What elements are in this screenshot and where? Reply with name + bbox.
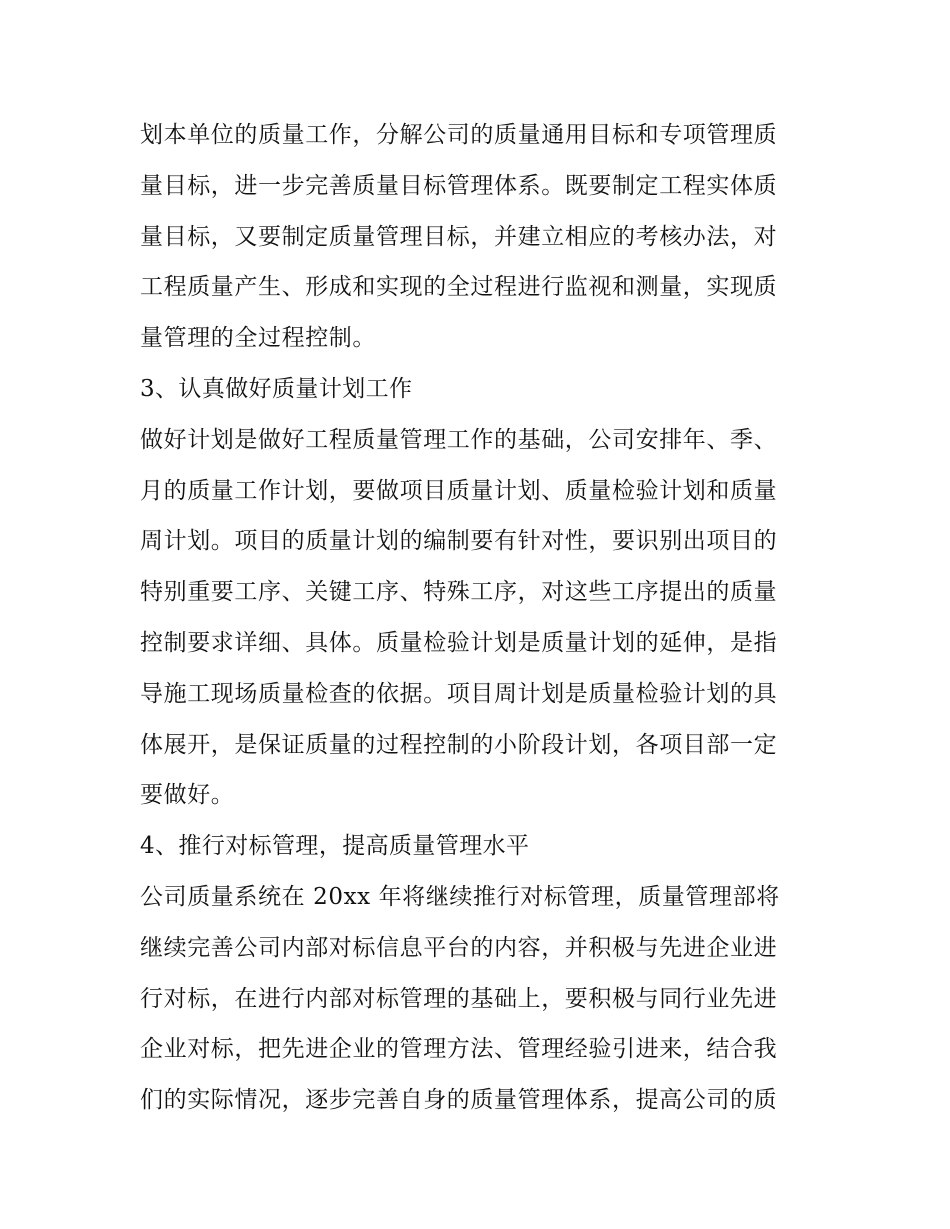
text-line: 行对标，在进行内部对标管理的基础上，要积极与同行业先进 — [140, 985, 778, 1012]
text-line: 体展开，是保证质量的过程控制的小阶段计划，各项目部一定 — [140, 731, 778, 758]
text-line: 做好计划是做好工程质量管理工作的基础，公司安排年、季、 — [140, 426, 778, 453]
paragraph-benchmarking — [140, 872, 820, 1126]
text-line: 继续完善公司内部对标信息平台的内容，并积极与先进企业进 — [140, 934, 778, 961]
text-line: 周计划。项目的质量计划的编制要有针对性，要识别出项目的 — [140, 528, 778, 555]
text-line: 控制要求详细、具体。质量检验计划是质量计划的延伸，是指 — [140, 629, 778, 656]
text-line: 划本单位的质量工作，分解公司的质量通用目标和专项管理质 — [140, 122, 778, 148]
text-line: 导施工现场质量检查的依据。项目周计划是质量检验计划的具 — [140, 680, 778, 707]
text-line: 量目标，进一步完善质量目标管理体系。既要制定工程实体质 — [140, 172, 778, 199]
text-line: 月的质量工作计划，要做项目质量计划、质量检验计划和质量 — [140, 477, 778, 504]
text-line: 企业对标，把先进企业的管理方法、管理经验引进来，结合我 — [140, 1036, 778, 1063]
text-line: 量管理的全过程控制。 — [140, 325, 376, 352]
paragraph-quality-targets — [140, 110, 820, 364]
document-body — [140, 110, 820, 1126]
paragraph-quality-plan — [140, 415, 820, 821]
text-line: 工程质量产生、形成和实现的全过程进行监视和测量，实现质 — [140, 274, 778, 301]
text-line: 量目标，又要制定质量管理目标，并建立相应的考核办法，对 — [140, 223, 778, 250]
text-line: 特别重要工序、关键工序、特殊工序，对这些工序提出的质量 — [140, 579, 778, 606]
section-heading-3: 3、认真做好质量计划工作 — [140, 375, 413, 402]
section-heading-4: 4、推行对标管理，提高质量管理水平 — [140, 833, 530, 860]
text-line: 要做好。 — [140, 782, 235, 809]
text-line: 们的实际情况，逐步完善自身的质量管理体系，提高公司的质 — [140, 1087, 778, 1114]
text-line: 公司质量系统在 20xx 年将继续推行对标管理，质量管理部将 — [140, 883, 780, 910]
